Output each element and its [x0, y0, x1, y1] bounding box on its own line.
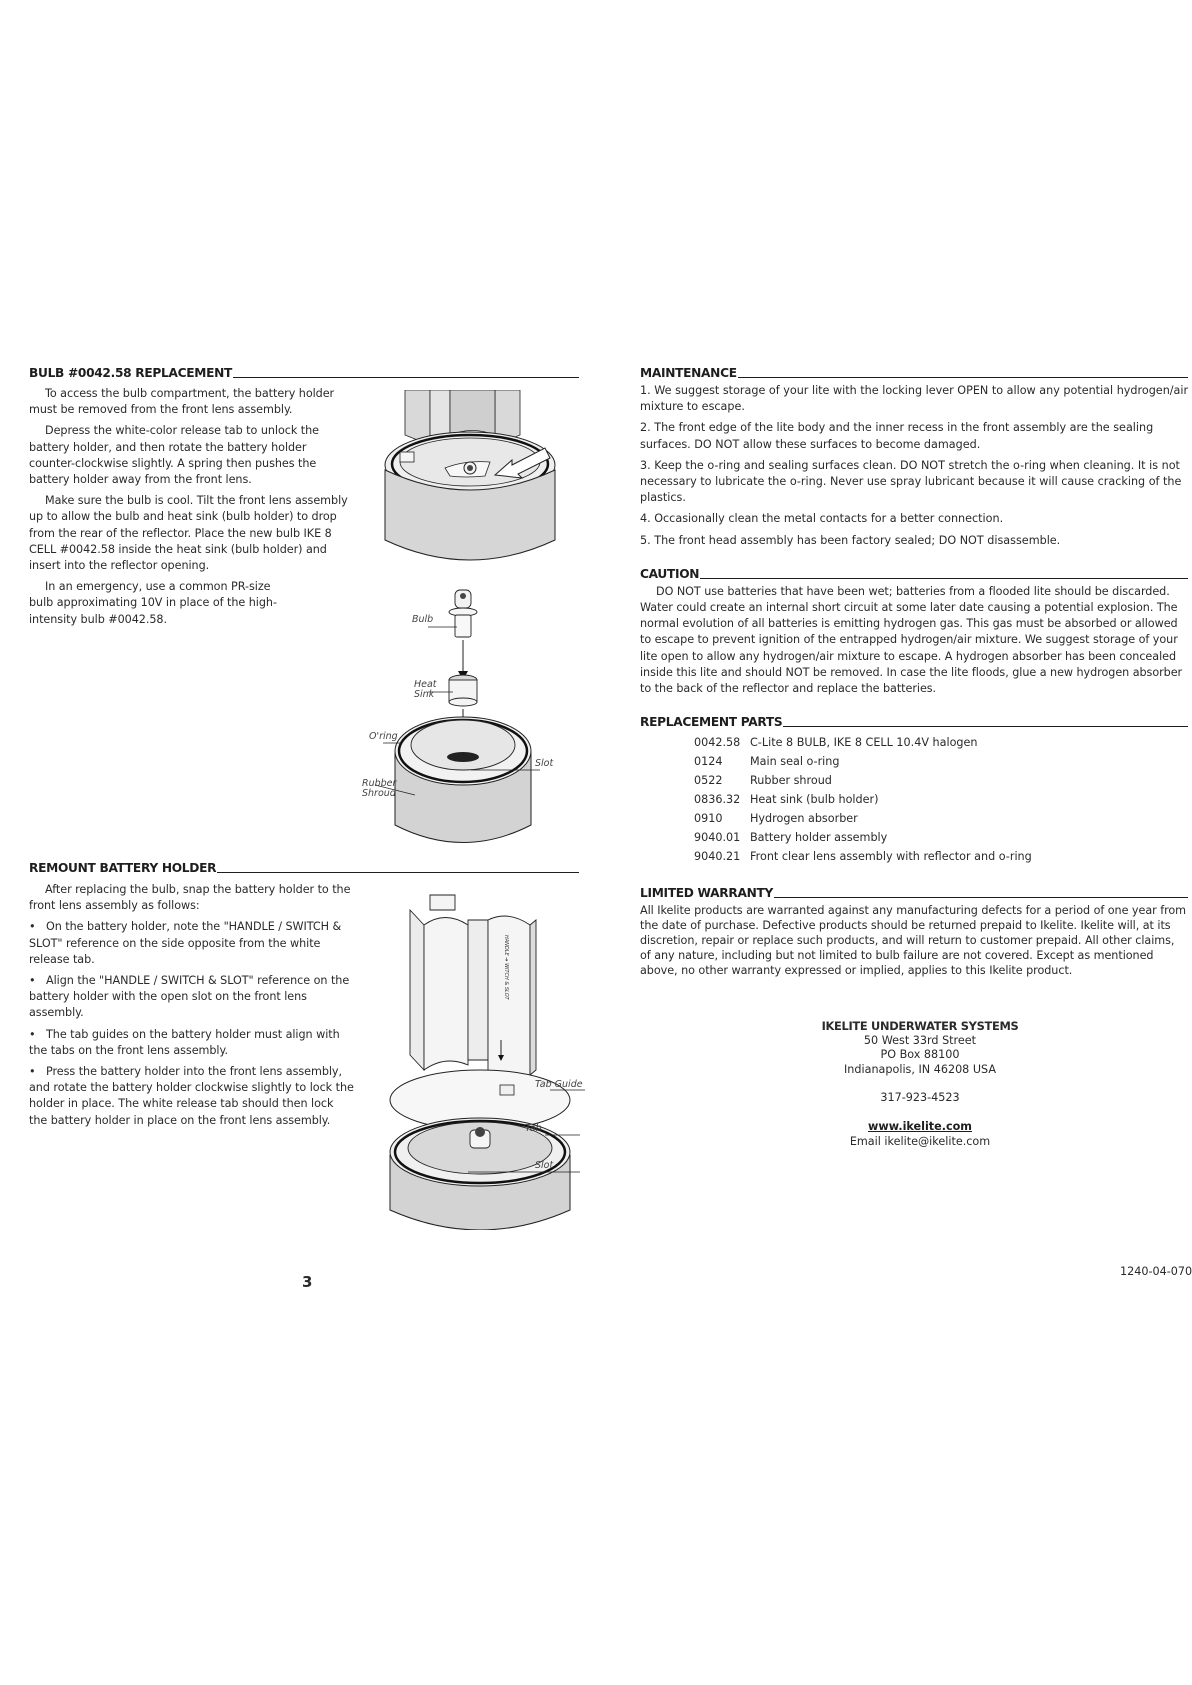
maintenance-item: 4. Occasionally clean the metal contacts for a better connection. [640, 512, 1004, 526]
part-code: 9040.01 [694, 831, 741, 845]
replacement-parts-heading: REPLACEMENT PARTS [640, 715, 1188, 729]
phone-number: 317-923-4523 [880, 1091, 960, 1105]
maintenance-heading: MAINTENANCE [640, 366, 1188, 380]
front-lens-assembly-illustration [370, 390, 570, 580]
remount-heading: REMOUNT BATTERY HOLDER [29, 861, 579, 875]
heat-sink-label-line1: Heat [414, 679, 437, 690]
bulb-paragraph: Depress the white-color release tab to unlock the battery holder, and then rotate the battery holder counter-clockwise slightly. A spring then pushes the battery holder away from the front lens. [29, 424, 319, 487]
part-description: Front clear lens assembly with reflector and o-ring [750, 850, 1032, 864]
heat-sink-label-line2: Sink [414, 689, 435, 700]
part-code: 0522 [694, 774, 723, 788]
remount-bullet: • Align the "HANDLE / SWITCH & SLOT" reference on the battery holder with the open slot on the front lens assembly. [29, 973, 354, 1022]
maintenance-item: 5. The front head assembly has been factory sealed; DO NOT disassemble. [640, 533, 1061, 547]
part-row [694, 771, 1188, 790]
maintenance-list [640, 383, 1192, 549]
oring-label: O'ring [369, 731, 398, 742]
tab-guide-label: Tab Guide [535, 1079, 583, 1090]
bulb-replacement-text [29, 386, 354, 633]
part-description: Heat sink (bulb holder) [750, 793, 879, 807]
bulb-replacement-section [29, 366, 579, 380]
tab-label: Tab [525, 1123, 542, 1134]
slot-label-2: Slot [535, 1160, 554, 1171]
caution-heading: CAUTION [640, 567, 1188, 581]
part-row [694, 828, 1188, 847]
remount-bullet: • The tab guides on the battery holder must align with the tabs on the front lens assembly. [29, 1027, 354, 1059]
bulb-label: Bulb [412, 614, 434, 625]
remount-bullet: • Press the battery holder into the front lens assembly, and rotate the battery holder clockwise slightly to lock the holder in place. The white release tab should then lock the battery holder in place on the front lens assembly. [29, 1064, 354, 1129]
document-number: 1240-04-070 [1120, 1265, 1192, 1278]
part-row [694, 733, 1188, 752]
part-description: C-Lite 8 BULB, IKE 8 CELL 10.4V halogen [750, 736, 978, 750]
handle-switch-slot-text: HANDLE ➔ WITCH & SLOT [503, 935, 509, 1000]
bulb-paragraph: To access the bulb compartment, the battery holder must be removed from the front lens assembly. [29, 387, 335, 417]
rubber-shroud-label-line2: Shroud [362, 788, 396, 799]
part-code: 9040.21 [694, 850, 741, 864]
part-code: 0042.58 [694, 736, 741, 750]
page-number: 3 [302, 1273, 313, 1291]
battery-holder-illustration [380, 880, 590, 1230]
company-name: IKELITE UNDERWATER SYSTEMS [821, 1019, 1019, 1033]
bulb-heat-sink-exploded-illustration [355, 585, 585, 850]
email-address: Email ikelite@ikelite.com [849, 1134, 991, 1148]
remount-intro: After replacing the bulb, snap the battery holder to the front lens assembly as follows: [29, 883, 351, 913]
po-box: PO Box 88100 [880, 1048, 960, 1062]
part-row [694, 790, 1188, 809]
bulb-paragraph: Make sure the bulb is cool. Tilt the front lens assembly up to allow the bulb and heat sink (bulb holder) to drop from the rear of the reflector. Place the new bulb IKE 8 CELL #0042.58 inside the heat sink (bulb holder) and insert into the reflector opening. [29, 494, 348, 573]
maintenance-item: 2. The front edge of the lite body and the inner recess in the front assembly are the sealing surfaces. DO NOT allow these surfaces to become damaged. [640, 421, 1154, 451]
bulb-paragraph: In an emergency, use a common PR-size bulb approximating 10V in place of the high-intensity bulb #0042.58. [29, 580, 277, 626]
bulb-replacement-heading: BULB #0042.58 REPLACEMENT [29, 366, 579, 380]
maintenance-item: 3. Keep the o-ring and sealing surfaces clean. DO NOT stretch the o-ring when cleaning. It is not necessary to lubricate the o-ring. Never use spray lubricant because it will cause cracking of the plastics. [640, 458, 1182, 505]
street-address: 50 West 33rd Street [863, 1033, 977, 1047]
part-code: 0836.32 [694, 793, 741, 807]
website-link[interactable]: www.ikelite.com [868, 1119, 972, 1133]
part-description: Battery holder assembly [750, 831, 888, 845]
maintenance-item: 1. We suggest storage of your lite with the locking lever OPEN to allow any potential hydrogen/air mixture to escape. [640, 384, 1189, 414]
remount-text [29, 882, 354, 1134]
slot-label: Slot [535, 758, 554, 769]
parts-list [694, 733, 1188, 866]
part-description: Main seal o-ring [750, 755, 840, 769]
limited-warranty-heading: LIMITED WARRANTY [640, 886, 1188, 900]
part-row [694, 809, 1188, 828]
contact-block [810, 1019, 1030, 1149]
remount-bullet: • On the battery holder, note the "HANDLE / SWITCH & SLOT" reference on the side opposite from the white release tab. [29, 919, 354, 968]
part-description: Hydrogen absorber [750, 812, 858, 826]
remount-battery-holder-section [29, 861, 579, 875]
part-description: Rubber shroud [750, 774, 832, 788]
part-code: 0910 [694, 812, 723, 826]
warranty-text: All Ikelite products are warranted against any manufacturing defects for a period of one year from the date of purchase. Defective products should be returned prepaid to Ikelite. Ikelite will, at its discretion, repair or replace such products, and will return to customer prepaid. All other claims, of any nature, including but not limited to bulb failure are not covered. Except as mentioned above, no other warranty expressed or implied, applies to this Ikelite product. [640, 904, 1187, 978]
part-row [694, 847, 1188, 866]
rubber-shroud-label-line1: Rubber [362, 778, 397, 789]
city-state-zip: Indianapolis, IN 46208 USA [843, 1062, 997, 1076]
caution-text: DO NOT use batteries that have been wet; batteries from a flooded lite should be discarded. Water could create an internal short circuit at some later date causing a potential explosion. The normal evolution of all batteries is emitting hydrogen gas. This gas must be absorbed or allowed to escape to prevent ignition of the entrapped hydrogen/air mixture. We suggest storage of your lite open to allow any hydrogen/air mixture to escape. A hydrogen absorber has been concealed inside this lite and should NOT be removed. In case the lite floods, glue a new hydrogen absorber to the back of the reflector and replace the batteries. [640, 584, 1183, 696]
part-row [694, 752, 1188, 771]
right-column [640, 366, 1188, 983]
part-code: 0124 [694, 755, 723, 769]
